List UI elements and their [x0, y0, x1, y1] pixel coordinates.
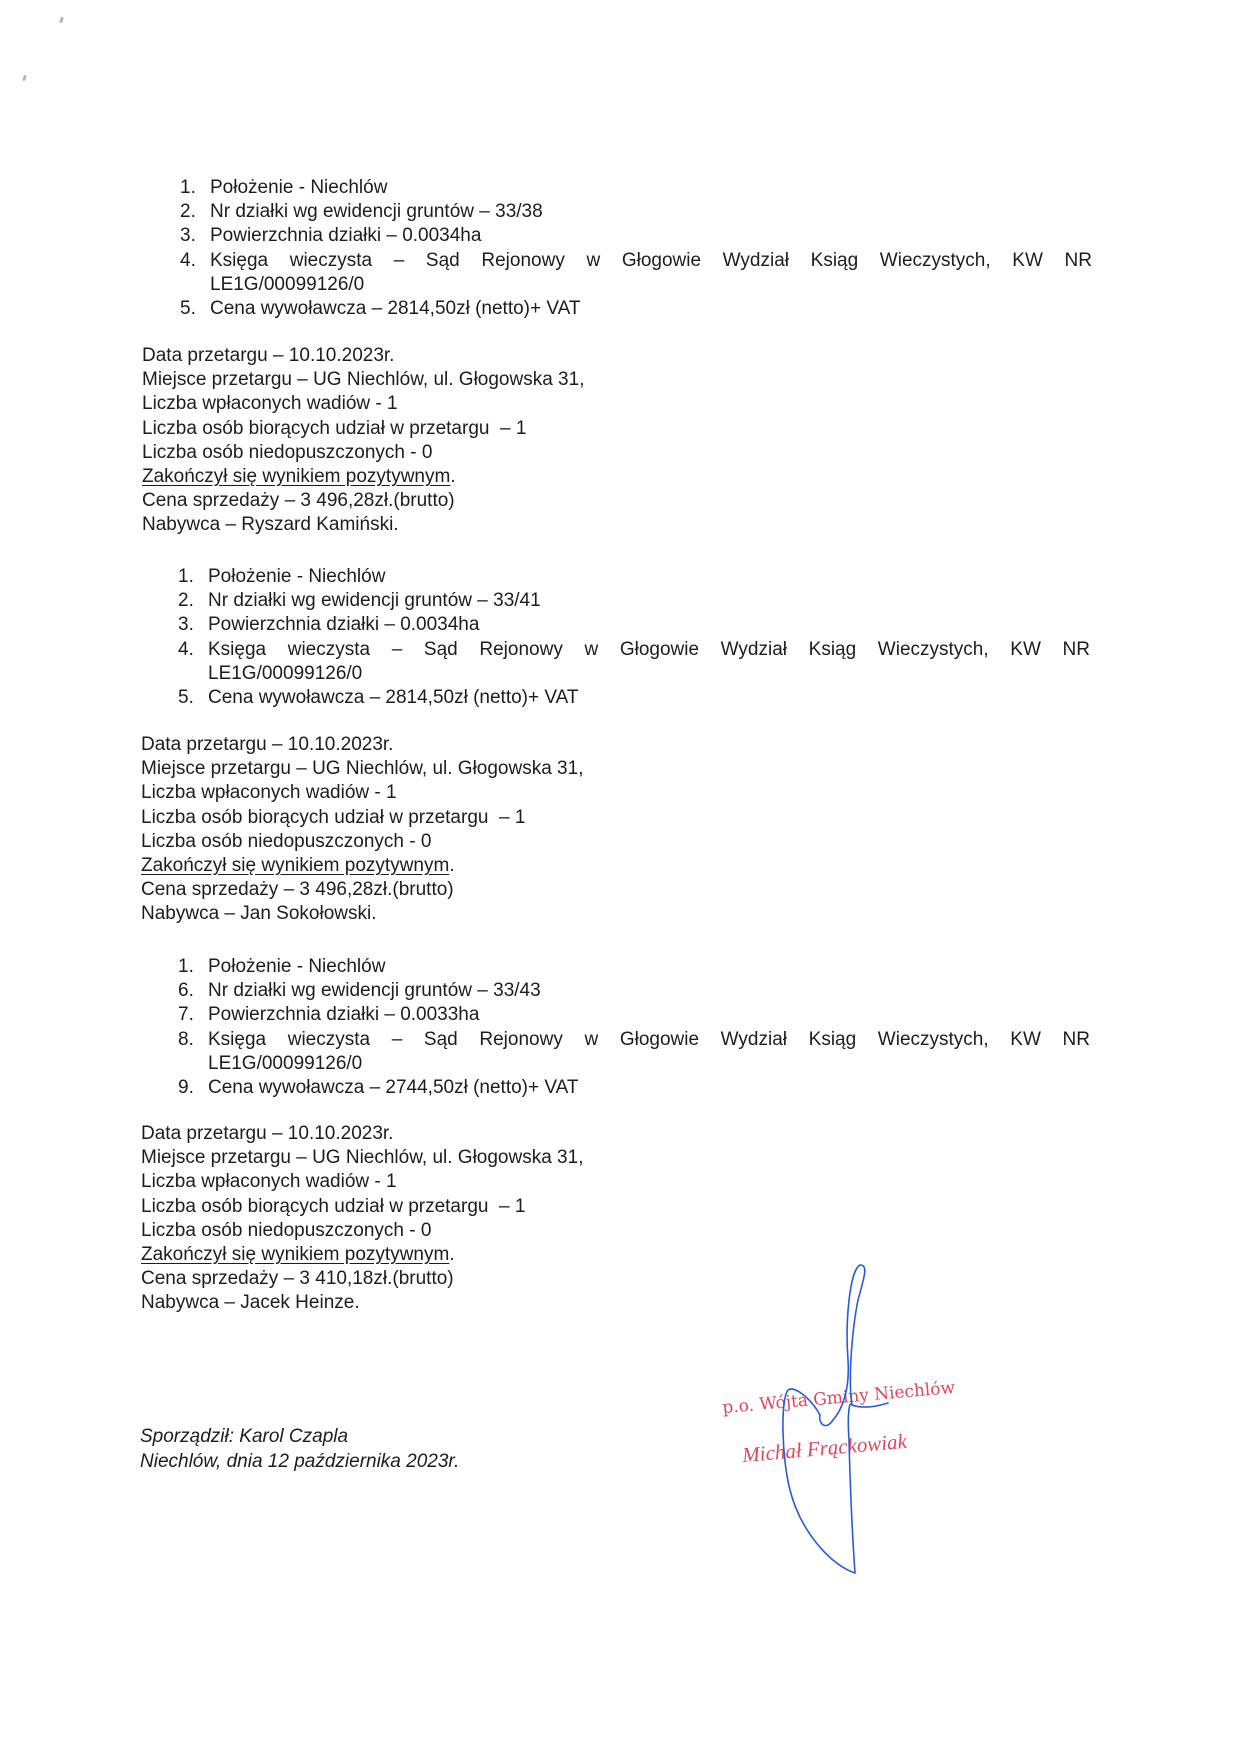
scan-speck: [59, 17, 64, 24]
list-item: 3. Powierzchnia działki – 0.0034ha: [180, 225, 482, 247]
tender-result-2: [141, 733, 583, 927]
buyer: Nabywca – Ryszard Kamiński.: [142, 514, 399, 536]
list-item: 3. Powierzchnia działki – 0.0034ha: [178, 614, 480, 636]
tender-date: Data przetargu – 10.10.2023r.: [142, 345, 395, 366]
tender-outcome: Zakończył się wynikiem pozytywnym.: [141, 1244, 455, 1266]
scan-speck: [22, 75, 27, 82]
list-item: 5. Cena wywoławcza – 2814,50zł (netto)+ VAT: [178, 687, 579, 709]
plot-details-1: [180, 176, 1092, 321]
official-stamp: [700, 1260, 960, 1600]
list-item: 1. Położenie - Niechlów: [178, 566, 386, 587]
list-item-continuation: LE1G/00099126/0: [208, 1052, 363, 1074]
list-item: 7. Powierzchnia działki – 0.0033ha: [178, 1004, 480, 1026]
plot-details-2: [178, 565, 1090, 710]
list-item: 2. Nr działki wg ewidencji gruntów – 33/38: [180, 201, 543, 223]
signature-icon: [700, 1260, 960, 1600]
list-item-continuation: LE1G/00099126/0: [208, 662, 363, 684]
sale-price: Cena sprzedaży – 3 496,28zł.(brutto): [142, 490, 455, 512]
list-item: 5. Cena wywoławcza – 2814,50zł (netto)+ VAT: [180, 298, 581, 320]
plot-details-3: [178, 955, 1090, 1100]
sale-price: Cena sprzedaży – 3 410,18zł.(brutto): [141, 1268, 454, 1290]
list-item: 2. Nr działki wg ewidencji gruntów – 33/41: [178, 590, 541, 612]
list-item-continuation: LE1G/00099126/0: [210, 273, 365, 295]
document-footer: [140, 1424, 459, 1474]
list-item: 4. Księga wieczysta – Sąd Rejonowy w Głogowie Wydział Ksiąg Wieczystych, KW NR: [178, 638, 1090, 660]
list-item: 4. Księga wieczysta – Sąd Rejonowy w Głogowie Wydział Ksiąg Wieczystych, KW NR: [180, 249, 1092, 271]
buyer: Nabywca – Jacek Heinze.: [141, 1292, 360, 1314]
tender-outcome: Zakończył się wynikiem pozytywnym.: [141, 855, 455, 877]
participants-count: Liczba osób biorących udział w przetargu – 1: [142, 417, 527, 439]
deposits-count: Liczba wpłaconych wadiów - 1: [141, 1171, 397, 1193]
rejected-count: Liczba osób niedopuszczonych - 0: [141, 1219, 432, 1241]
buyer: Nabywca – Jan Sokołowski.: [141, 903, 377, 925]
place-and-date: Niechlów, dnia 12 października 2023r.: [140, 1451, 460, 1472]
tender-place: Miejsce przetargu – UG Niechlów, ul. Głogowska 31,: [142, 369, 585, 391]
rejected-count: Liczba osób niedopuszczonych - 0: [142, 441, 433, 463]
tender-result-1: [142, 344, 584, 538]
tender-result-3: [141, 1122, 583, 1316]
prepared-by: Sporządził: Karol Czapla: [140, 1426, 349, 1447]
list-item: 8. Księga wieczysta – Sąd Rejonowy w Głogowie Wydział Ksiąg Wieczystych, KW NR: [178, 1028, 1090, 1050]
participants-count: Liczba osób biorących udział w przetargu – 1: [141, 806, 526, 828]
list-item: 1. Położenie - Niechlów: [178, 956, 386, 977]
list-item: 1. Położenie - Niechlów: [180, 177, 388, 198]
tender-place: Miejsce przetargu – UG Niechlów, ul. Głogowska 31,: [141, 1147, 584, 1169]
tender-date: Data przetargu – 10.10.2023r.: [141, 1123, 394, 1144]
deposits-count: Liczba wpłaconych wadiów - 1: [141, 782, 397, 804]
rejected-count: Liczba osób niedopuszczonych - 0: [141, 830, 432, 852]
tender-date: Data przetargu – 10.10.2023r.: [141, 734, 394, 755]
list-item: 6. Nr działki wg ewidencji gruntów – 33/43: [178, 980, 541, 1002]
list-item: 9. Cena wywoławcza – 2744,50zł (netto)+ VAT: [178, 1077, 579, 1099]
tender-outcome: Zakończył się wynikiem pozytywnym.: [142, 466, 456, 488]
participants-count: Liczba osób biorących udział w przetargu – 1: [141, 1195, 526, 1217]
sale-price: Cena sprzedaży – 3 496,28zł.(brutto): [141, 879, 454, 901]
deposits-count: Liczba wpłaconych wadiów - 1: [142, 393, 398, 415]
stamp-title: p.o. Wójta Gminy Niechlów: [721, 1377, 956, 1419]
tender-place: Miejsce przetargu – UG Niechlów, ul. Głogowska 31,: [141, 758, 584, 780]
stamp-name: Michał Frąckowiak: [741, 1428, 908, 1468]
